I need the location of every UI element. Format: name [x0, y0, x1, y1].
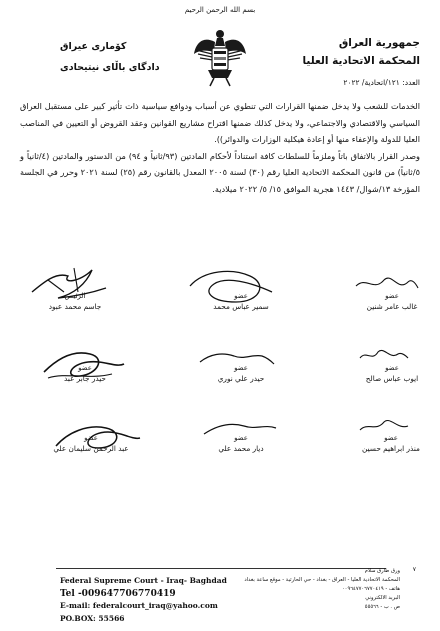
paragraph-2: وصدر القرار بالاتفاق باتاً وملزماً للسلطات كافة استناداً لأحكام المادتين (٩٣/ثانياً و ٩٤) من الدستور والمادتين (٤/ثانياً و ٥/ثانياً) من قانون المحكمة الاتحادية العليا رقم (٣٠) لسنة ٢٠٠٥ المعدل بالقانون رقم (٢٥) لسنة ٢٠٢١ وحرر في الجلسة المؤرخة ١٣/شوال/ ١٤٤٣ هجرية الموافق ١٥/ ٥/ ٢٠٢٢ ميلادية. — [20, 150, 421, 194]
signature-block-2 — [196, 292, 286, 311]
footer-address-ar: المحكمة الاتحادية العليا - العراق - بغداد - حي الحارثية - موقع ساعة بغداد — [244, 577, 400, 583]
footer-arabic — [225, 567, 400, 612]
signature-title: الرئيس — [64, 292, 86, 300]
signature-title: عضو — [234, 292, 248, 300]
kurdish-header — [60, 36, 160, 78]
signature-name: جاسم محمد عبود — [48, 302, 102, 311]
iraq-eagle-emblem-icon — [192, 24, 248, 88]
signature-name: سمير عباس محمد — [213, 302, 269, 311]
footer-email: E-mail: federalcourt_iraq@yahoo.com — [60, 601, 218, 610]
footer-pobox: PO.BOX: 55566 — [60, 613, 125, 623]
signature-title: عضو — [84, 434, 98, 442]
footer-pobox-ar: ص . ب - ٥٥٥٦٦ — [364, 604, 400, 610]
decision-body — [20, 98, 420, 197]
footer-english — [60, 575, 227, 625]
country-name-ar: جمهورية العراق — [338, 37, 420, 49]
page-number: ٧ — [412, 566, 416, 573]
signature-name: ايوب عباس صالح — [365, 374, 419, 383]
signature-block-6 — [40, 364, 130, 383]
footer-phone-ar: هاتف - ٠٠٩٦٤٧٧٠٦٧٧٠٤١٩ — [341, 586, 400, 592]
signature-name: غالب عامر شنين — [366, 302, 418, 311]
footer-email-label-ar: البريد الالكتروني — [365, 595, 400, 601]
country-name-ku: كۆمارى عيراق — [60, 41, 127, 52]
signature-title: عضو — [384, 434, 398, 442]
signature-block-7 — [346, 434, 436, 453]
signature-name: حيدر علي نوري — [217, 374, 265, 383]
signature-title: عضو — [385, 364, 399, 372]
signature-member-4 — [356, 344, 410, 366]
signature-block-3 — [30, 292, 120, 311]
arabic-header — [302, 34, 420, 70]
signature-title: عضو — [78, 364, 92, 372]
signature-name: ديار محمد علي — [218, 444, 264, 453]
basmala: بسم الله الرحمن الرحيم — [184, 6, 256, 14]
footer-court-name: Federal Supreme Court - Iraq- Baghdad — [60, 576, 227, 585]
signature-title: عضو — [234, 434, 248, 442]
signature-name: منذر ابراهيم حسين — [362, 444, 420, 453]
court-name-ku: دادگاى باڵاى نيتيحادى — [60, 62, 160, 73]
signature-block-4 — [352, 364, 432, 383]
signature-name: حيدر جابر عبد — [64, 374, 106, 383]
footer-note-ar: ورق طارق سلام — [364, 568, 400, 574]
signature-block-9 — [36, 434, 146, 453]
signature-block-1 — [352, 292, 432, 311]
court-name-ar: المحكمة الاتحادية العليا — [302, 55, 420, 67]
signature-block-5 — [196, 364, 286, 383]
signature-block-8 — [196, 434, 286, 453]
signature-title: عضو — [234, 364, 248, 372]
paragraph-1: الخدمات للشعب ولا يدخل ضمنها القرارات التي تنطوي عن أسباب ودوافع سياسية ذات تأثير كبير على مستقبل العراق السياسي والاقتصادي والاجتماعي، ولا يدخل كذلك ضمنها اقتراح مشاريع القوانين وعقد القروض أو التعيين في المناصب العليا للدولة والإعفاء منها أو إعادة هيكلية الوزارات والدوائر)). — [20, 101, 420, 144]
signature-title: عضو — [385, 292, 399, 300]
reference-number: العدد: ١٢١/اتحادية/ ٢٠٢٢ — [343, 78, 420, 87]
signature-name: عبد الرحمن سليمان علي — [53, 444, 129, 453]
footer-phone: Tel -009647706770419 — [60, 588, 176, 599]
